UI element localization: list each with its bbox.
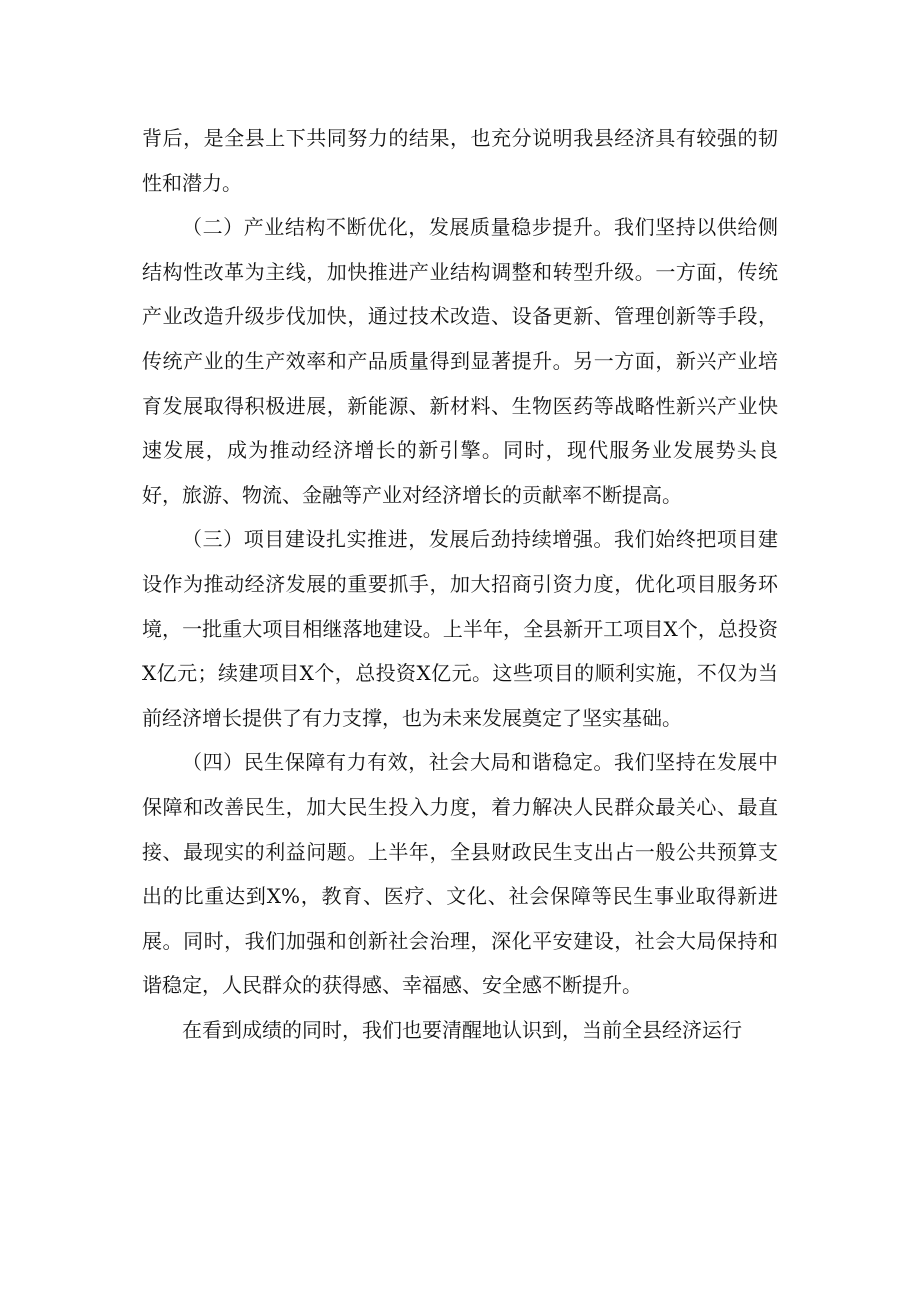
paragraph-closing: 在看到成绩的同时，我们也要清醒地认识到，当前全县经济运行	[182, 1017, 742, 1042]
document-body	[142, 116, 778, 1052]
paragraph-section-4: （四）民生保障有力有效，社会大局和谐稳定。我们坚持在发展中保障和改善民生，加大民生投入力度，着力解决人民群众最关心、最直接、最现实的利益问题。上半年，全县财政民生支出占一般公共预算支出的比重达到X%，教育、医疗、文化、社会保障等民生事业取得新进展。同时，我们加强和创新社会治理，深化平安建设，社会大局保持和谐稳定，人民群众的获得感、幸福感、安全感不断提升。	[142, 750, 778, 998]
paragraph-section-2: （二）产业结构不断优化，发展质量稳步提升。我们坚持以供给侧结构性改革为主线，加快推进产业结构调整和转型升级。一方面，传统产业改造升级步伐加快，通过技术改造、设备更新、管理创新等手段，传统产业的生产效率和产品质量得到显著提升。另一方面，新兴产业培育发展取得积极进展，新能源、新材料、生物医药等战略性新兴产业快速发展，成为推动经济增长的新引擎。同时，现代服务业发展势头良好，旅游、物流、金融等产业对经济增长的贡献率不断提高。	[142, 215, 778, 507]
paragraph-section-3: （三）项目建设扎实推进，发展后劲持续增强。我们始终把项目建设作为推动经济发展的重要抓手，加大招商引资力度，优化项目服务环境，一批重大项目相继落地建设。上半年，全县新开工项目X个，总投资X亿元；续建项目X个，总投资X亿元。这些项目的顺利实施，不仅为当前经济增长提供了有力支撑，也为未来发展奠定了坚实基础。	[142, 527, 778, 730]
paragraph-continuation: 背后，是全县上下共同努力的结果，也充分说明我县经济具有较强的韧性和潜力。	[142, 126, 778, 195]
